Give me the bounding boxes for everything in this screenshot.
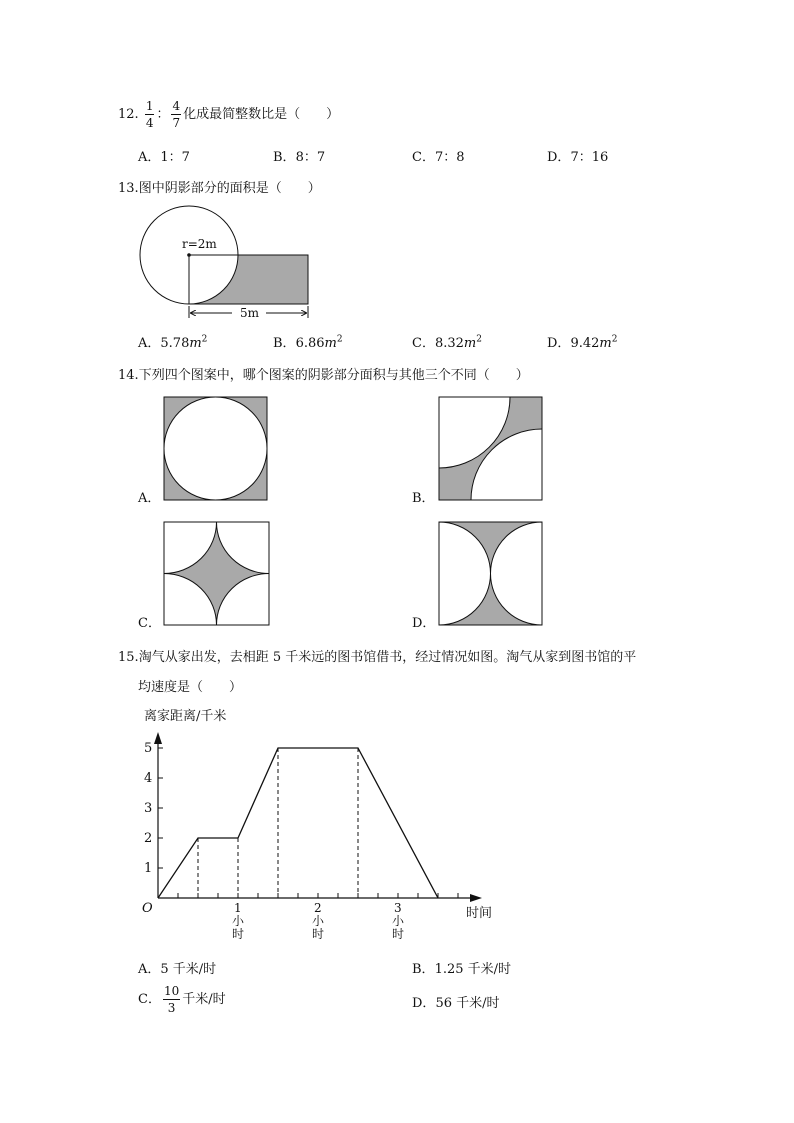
q14-option-d[interactable] [412,612,435,631]
option-unit: m [599,336,612,351]
q15-graph [130,700,510,950]
option-label: C． [138,616,161,631]
x-tick-unit: 时 [392,927,405,941]
q13-option-c[interactable] [412,332,482,351]
y-tick-label: 5 [144,741,153,756]
option-label: C． [412,336,435,351]
option-label: B． [273,336,296,351]
q15-stem-line1 [118,646,636,665]
option-text: 7：16 [570,150,609,165]
q13-number: 13. [118,181,139,196]
q14-number: 14. [118,368,139,383]
q15-number: 15. [118,650,139,665]
option-label: B． [412,962,435,977]
x-tick-label: 2 [314,901,322,915]
q13-option-d[interactable] [547,332,617,351]
q12-option-c[interactable] [412,146,465,165]
x-tick-unit: 小 [392,914,405,928]
option-unit: m [463,336,477,351]
option-text: 1.25 千米/时 [434,962,512,977]
x-tick-unit: 小 [232,914,245,928]
option-text: 56 千米/时 [435,996,500,1011]
q15-text-line1: 淘气从家出发，去相距 5 千米远的图书馆借书，经过情况如图。淘气从家到图书馆的平 [138,650,637,665]
fraction-numerator: 1 [145,99,154,113]
x-axis-arrow [470,894,482,902]
option-unit: m [324,336,337,351]
figure-a-circle [164,397,267,500]
q12-stem [118,100,339,129]
option-exponent: 2 [201,334,208,345]
option-exponent: 2 [336,334,343,345]
q14-text: 下列四个图案中，哪个图案的阴影部分面积与其他三个不同（ ） [138,368,529,383]
option-label: C． [138,992,161,1007]
y-axis-arrow [154,732,162,744]
q12-option-d[interactable] [547,146,608,165]
x-tick-unit: 时 [232,927,245,941]
q13-text: 图中阴影部分的面积是（ ） [138,181,321,196]
q13-length-label: 5m [240,306,260,320]
q13-center-dot [187,253,191,257]
option-label: D． [412,996,436,1011]
q12-colon: ： [156,107,170,122]
y-axis-title: 离家距离/千米 [144,709,227,724]
q13-stem [118,177,321,196]
option-exponent: 2 [611,334,618,345]
option-label: A． [138,491,161,506]
fraction-numerator: 4 [172,99,181,113]
y-tick-label: 1 [144,861,153,876]
q12-number: 12. [118,107,139,122]
q12-fraction-1 [145,100,155,129]
q13-radius-label: r=2m [182,237,217,251]
option-label: A． [138,336,161,351]
option-text: 1：7 [160,150,190,165]
q15-stem-line2 [138,676,242,695]
option-label: B． [273,150,296,165]
q15-option-a[interactable] [138,958,216,977]
q14-figure-a [163,396,269,502]
option-fraction [163,985,180,1014]
q13-figure [130,200,330,330]
q15-option-b[interactable] [412,958,511,977]
x-tick-unit: 时 [312,927,325,941]
q12-text: 化成最简整数比是（ ） [183,107,340,122]
option-label: C． [412,150,435,165]
q14-option-c[interactable] [138,612,161,631]
q14-option-b[interactable] [412,487,435,506]
option-text: 5 千米/时 [160,962,217,977]
option-label: A． [138,962,161,977]
fraction-denominator: 3 [167,1001,176,1015]
q15-text-line2: 均速度是（ ） [138,680,243,695]
option-value: 9.42 [570,336,600,351]
x-axis-title: 时间 [466,906,493,921]
q14-stem [118,364,529,383]
option-label: B． [412,491,435,506]
y-tick-label: 2 [144,831,153,846]
option-text: 8：7 [295,150,326,165]
option-label: D． [547,336,571,351]
q14-figure-c [163,521,271,627]
x-tick-label: 1 [234,901,242,915]
option-text: 7：8 [434,150,465,165]
x-tick-label: 3 [394,901,402,915]
fraction-denominator: 7 [172,116,181,130]
option-value: 8.32 [434,336,464,351]
q12-option-a[interactable] [138,146,190,165]
option-label: A． [138,150,161,165]
distance-series-line [158,748,438,898]
q12-option-b[interactable] [273,146,325,165]
option-value: 5.78 [160,336,190,351]
q15-option-d[interactable] [412,992,500,1011]
q14-option-a[interactable] [138,487,160,506]
fraction-numerator: 10 [163,984,180,998]
q14-figure-b [438,396,544,502]
q13-option-a[interactable] [138,332,207,351]
fraction-denominator: 4 [145,116,154,130]
option-text: 千米/时 [182,992,226,1007]
q15-option-c[interactable] [138,985,226,1014]
option-value: 6.86 [295,336,325,351]
option-label: D． [547,150,571,165]
option-label: D． [412,616,436,631]
option-unit: m [189,336,202,351]
y-tick-label: 3 [144,801,153,816]
x-tick-unit: 小 [312,914,325,928]
q14-figure-d [438,521,544,627]
origin-label: O [142,901,153,916]
q13-option-b[interactable] [273,332,343,351]
q12-fraction-2 [171,100,181,129]
y-tick-label: 4 [144,771,153,786]
option-exponent: 2 [476,334,482,345]
